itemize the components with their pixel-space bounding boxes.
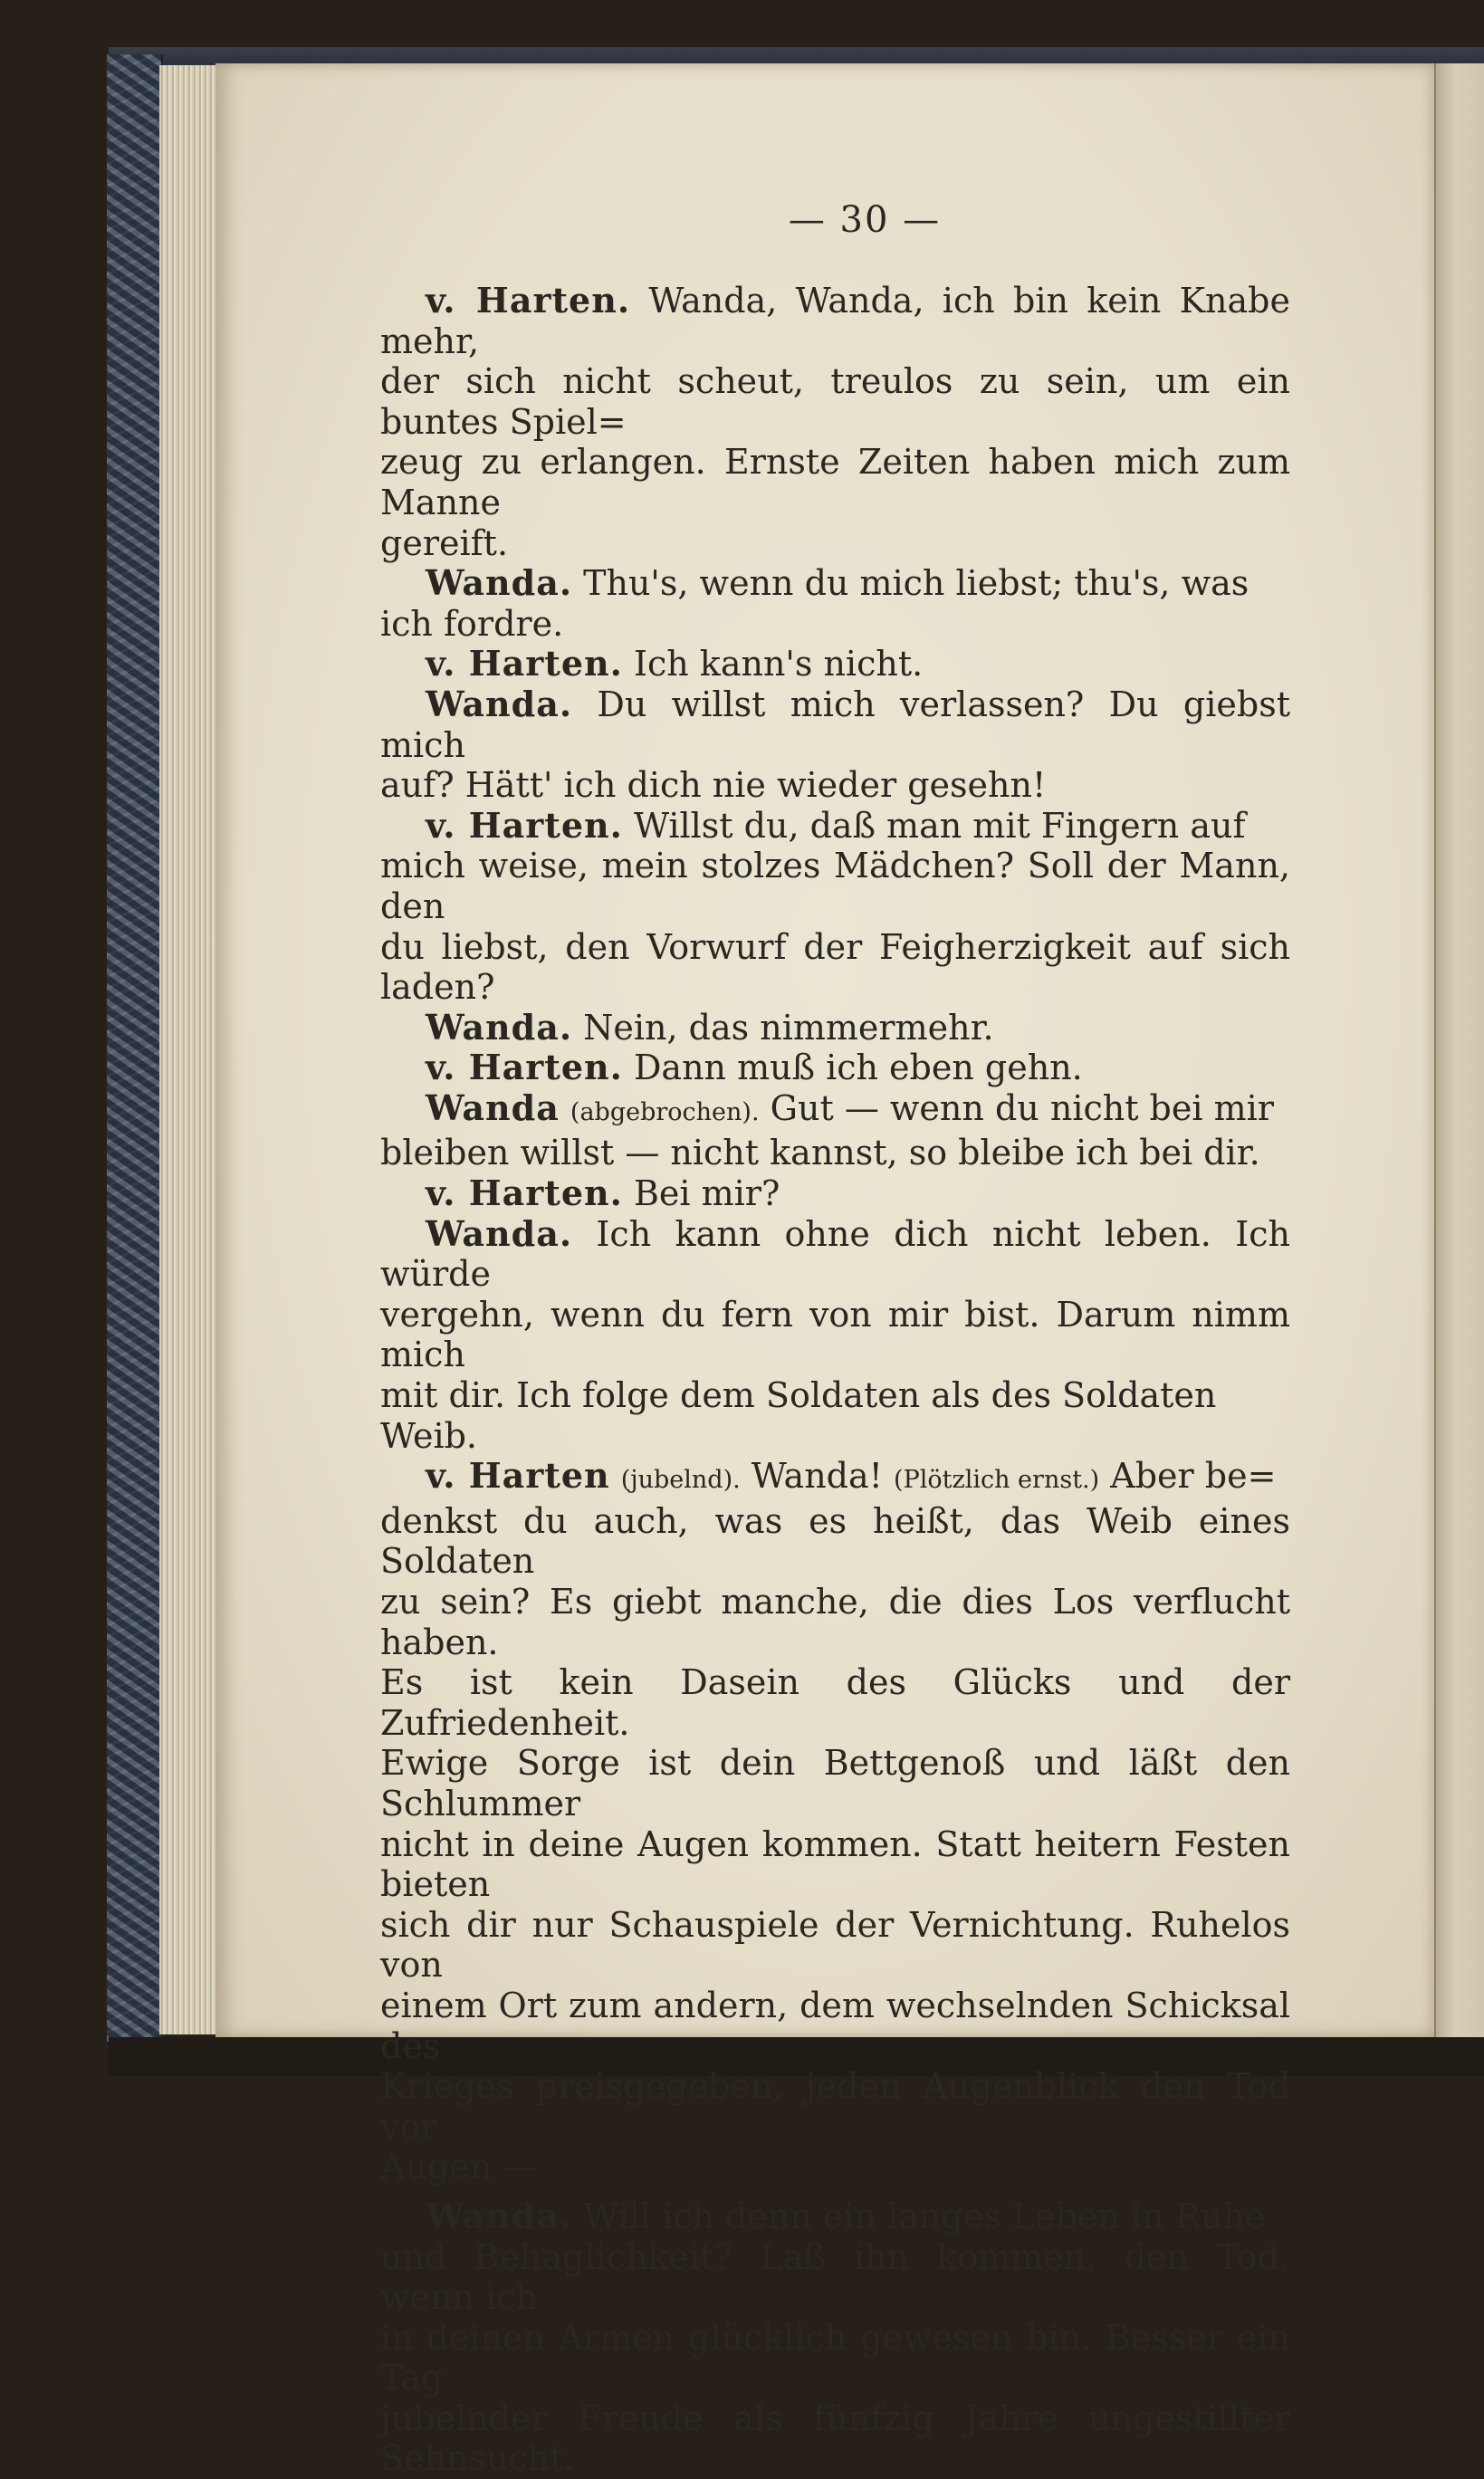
speech [380,563,1290,644]
speech-line: Bei mir? [633,1173,780,1214]
speech [380,2197,1290,2479]
speech-line: einem Ort zum andern, dem wechselnden Schicksal des [380,1985,1290,2066]
page-stack-edge [159,65,215,2034]
speech-line: ich fordre. [380,603,564,644]
speech-line: Es ist kein Dasein des Glücks und der Zufriedenheit. [380,1662,1290,1743]
speaker-name: Wanda. [426,1006,573,1048]
speech-line: mit dir. Ich folge dem Soldaten als des Soldaten [380,1375,1217,1416]
speech [380,684,1290,806]
speech-line: Ewige Sorge ist dein Bettgenoß und läßt den Schlummer [380,1743,1290,1823]
speech-line: in deinen Armen glücklich gewesen bin. Besser ein Tag [380,2317,1290,2398]
speech-line: jubelnder Freude als fünfzig Jahre ungestillter Sehnsucht. [380,2398,1290,2479]
speech [380,806,1290,1008]
speech-line: mich weise, mein stolzes Mädchen? Soll der Mann, den [380,846,1290,926]
speech-line: du liebst, den Vorwurf der Feigherzigkeit auf sich laden? [380,926,1290,1008]
speech-line: auf? Hätt' ich dich nie wieder gesehn! [380,765,1047,806]
speech-line: Thu's, wenn du mich liebst; thu's, was [583,563,1249,604]
speech [380,1173,1290,1214]
speech-line: Wanda, Wanda, ich bin kein Knabe mehr, [380,281,1290,361]
speech [380,1008,1290,1048]
speech-line: der sich nicht scheut, treulos zu sein, um ein buntes Spiel= [380,361,1290,442]
speech [380,281,1290,563]
stage-direction: (abgebrochen). [570,1097,760,1126]
speech-line: Dann muß ich eben gehn. [633,1048,1083,1088]
stage-direction: (Plötzlich ernst.) [894,1466,1100,1495]
speaker-name: v. Harten. [426,280,631,321]
speech [380,1088,1290,1173]
facing-page-edge [1434,63,1484,2042]
speech-line: sich dir nur Schauspiele der Vernichtung. Ruhelos von [380,1904,1290,1986]
marbled-endpaper [107,54,163,2042]
speech [380,644,1290,684]
speaker-name: v. Harten. [426,1047,623,1088]
speech-line: Ich kann ohne dich nicht leben. Ich würde [380,1213,1290,1295]
speech-line: zu sein? Es giebt manche, die dies Los verflucht haben. [380,1582,1290,1662]
speaker-name: v. Harten. [426,643,623,684]
speech-line: und Behaglichkeit? Laß ihn kommen, den Tod, wenn ich [380,2236,1290,2318]
speech-line: Aber be= [1110,1456,1277,1497]
speaker-name: Wanda. [426,1212,573,1254]
speech-line: Will ich denn ein langes Leben in Ruhe [583,2196,1266,2236]
speaker-name: v. Harten [426,1455,610,1497]
page-number: — 30 — [788,199,942,241]
speech [380,1456,1290,2187]
speech-line: Weib. [380,1415,478,1456]
speech-line: Wanda! [751,1456,883,1497]
speech-line: gereift. [380,522,509,563]
speech-line: denkst du auch, was es heißt, das Weib eines Soldaten [380,1500,1290,1582]
speech-line: Krieges preisgegeben, jeden Augenblick den Tod vor [380,2066,1290,2147]
speech-line: Augen — [380,2147,538,2187]
speaker-name: v. Harten. [426,804,623,846]
speaker-name: Wanda. [426,683,573,724]
speech-line: bleiben willst — nicht kannst, so bleibe ich bei dir. [380,1133,1260,1173]
speech-line: Gut — wenn du nicht bei mir [770,1087,1274,1128]
dialogue-text [380,281,1290,2479]
speech-line: Nein, das nimmermehr. [583,1007,994,1048]
speech-line: Ich kann's nicht. [633,644,924,684]
speaker-name: Wanda. [426,2195,573,2236]
speech-line: nicht in deine Augen kommen. Statt heitern Festen bieten [380,1823,1290,1905]
speech [380,1048,1290,1088]
speech-line: zeug zu erlangen. Ernste Zeiten haben mich zum Manne [380,442,1290,522]
speaker-name: Wanda. [426,562,573,604]
speaker-name: Wanda [426,1086,560,1128]
speech-line: Willst du, daß man mit Fingern auf [633,805,1246,846]
speech-line: vergehn, wenn du fern von mir bist. Darum nimm mich [380,1294,1290,1375]
stage-direction: (jubelnd). [620,1466,741,1495]
speech-line: Du willst mich verlassen? Du giebst mich [380,684,1290,765]
speaker-name: v. Harten. [426,1172,623,1214]
speech [380,1214,1290,1457]
